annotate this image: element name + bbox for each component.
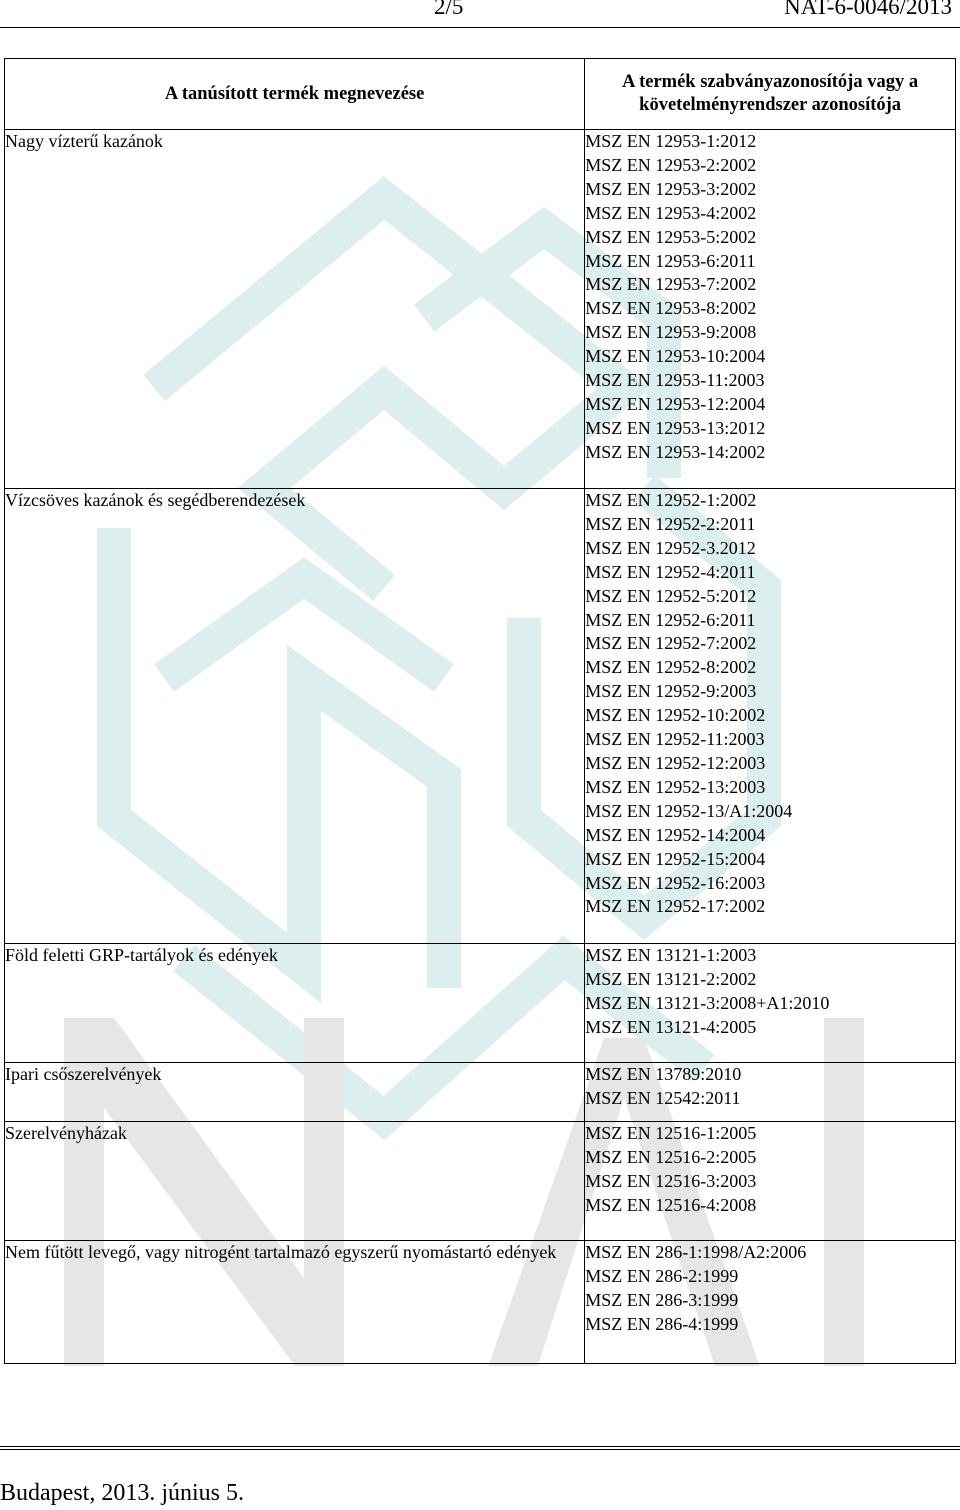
standard-id: MSZ EN 12952-10:2002 [585,705,766,726]
footer-rule [0,1449,960,1450]
standard-id: MSZ EN 12542:2011 [585,1087,741,1108]
standard-id: MSZ EN 13789:2010 [585,1064,742,1084]
standard-list [585,944,956,1063]
product-name: Vízcsöves kazánok és segédberendezések [5,489,585,944]
product-name: Nagy vízterű kazánok [5,130,585,489]
standard-id: MSZ EN 12952-7:2002 [585,633,757,654]
standard-id: MSZ EN 286-1:1998/A2:2006 [585,1242,807,1262]
standard-id: MSZ EN 12953-12:2004 [585,393,766,414]
standard-id: MSZ EN 12952-17:2002 [585,896,766,917]
standard-id: MSZ EN 12953-2:2002 [585,154,757,175]
table-row [5,489,956,944]
document-id: NAT-6-0046/2013 [784,0,952,19]
standard-id: MSZ EN 12952-13/A1:2004 [585,800,793,821]
standard-id: MSZ EN 12953-1:2012 [585,131,757,151]
standard-id: MSZ EN 12953-5:2002 [585,226,757,247]
standard-id: MSZ EN 12952-6:2011 [585,609,756,630]
standard-id: MSZ EN 286-3:1999 [585,1289,739,1310]
standard-id: MSZ EN 12952-3.2012 [585,537,756,558]
standard-header-line: A termék szabványazonosítója vagy a [622,72,919,92]
standard-id: MSZ EN 12952-13:2003 [585,776,766,797]
standard-id: MSZ EN 12953-3:2002 [585,178,757,199]
table-row [5,130,956,489]
standard-list [585,1241,956,1364]
standard-id: MSZ EN 12953-11:2003 [585,370,765,391]
standard-id: MSZ EN 12952-1:2002 [585,490,757,510]
standard-id: MSZ EN 13121-2:2002 [585,968,757,989]
standard-id: MSZ EN 12952-16:2003 [585,872,766,893]
product-name: Ipari csőszerelvények [5,1063,585,1122]
table-header-row [5,59,956,130]
page-number: 2/5 [434,0,464,19]
standard-id: MSZ EN 12952-2:2011 [585,513,756,534]
standard-id: MSZ EN 12952-5:2012 [585,585,757,606]
standard-id: MSZ EN 12953-9:2008 [585,322,757,343]
standard-id: MSZ EN 13121-4:2005 [585,1016,757,1037]
standard-id: MSZ EN 12516-1:2005 [585,1123,757,1143]
standard-id: MSZ EN 12953-14:2002 [585,441,766,462]
standard-id: MSZ EN 12952-8:2002 [585,657,757,678]
standard-id: MSZ EN 12516-3:2003 [585,1170,757,1191]
standard-id: MSZ EN 12953-10:2004 [585,346,766,367]
table-row [5,1063,956,1122]
standard-id: MSZ EN 13121-3:2008+A1:2010 [585,992,830,1013]
standard-id: MSZ EN 12516-2:2005 [585,1146,757,1167]
product-column-header: A tanúsított termék megnevezése [5,59,585,130]
standard-id: MSZ EN 12952-4:2011 [585,561,756,582]
standard-id: MSZ EN 12953-4:2002 [585,202,757,223]
place-and-date: Budapest, 2013. június 5. [0,1480,244,1506]
standard-id: MSZ EN 12952-11:2003 [585,729,765,750]
standard-id: MSZ EN 286-2:1999 [585,1265,739,1286]
standard-list [585,1122,956,1241]
product-name: Nem fűtött levegő, vagy nitrogént tartalmazó egyszerű nyomástartó edények [5,1241,585,1364]
table-row [5,944,956,1063]
standard-id: MSZ EN 12952-9:2003 [585,681,757,702]
standard-id: MSZ EN 12952-14:2004 [585,824,766,845]
standard-id: MSZ EN 12953-13:2012 [585,417,766,438]
standard-list [585,489,956,944]
standard-list [585,1063,956,1122]
table-row [5,1122,956,1241]
standard-header-line: követelményrendszer azonosítója [639,95,902,115]
standard-list [585,130,956,489]
footer-rule [0,1446,960,1447]
standard-id: MSZ EN 12953-6:2011 [585,250,756,271]
standard-id: MSZ EN 13121-1:2003 [585,945,757,965]
product-name: Szerelvényházak [5,1122,585,1241]
standard-id: MSZ EN 12953-8:2002 [585,298,757,319]
standard-id: MSZ EN 12516-4:2008 [585,1194,757,1215]
product-name: Föld feletti GRP-tartályok és edények [5,944,585,1063]
table-row [5,1241,956,1364]
standard-id: MSZ EN 12952-12:2003 [585,752,766,773]
standard-id: MSZ EN 12953-7:2002 [585,274,757,295]
standard-column-header [585,59,956,130]
standard-id: MSZ EN 286-4:1999 [585,1313,739,1334]
header-rule [0,27,960,28]
standard-id: MSZ EN 12952-15:2004 [585,848,766,869]
certified-products-table [4,58,956,1364]
